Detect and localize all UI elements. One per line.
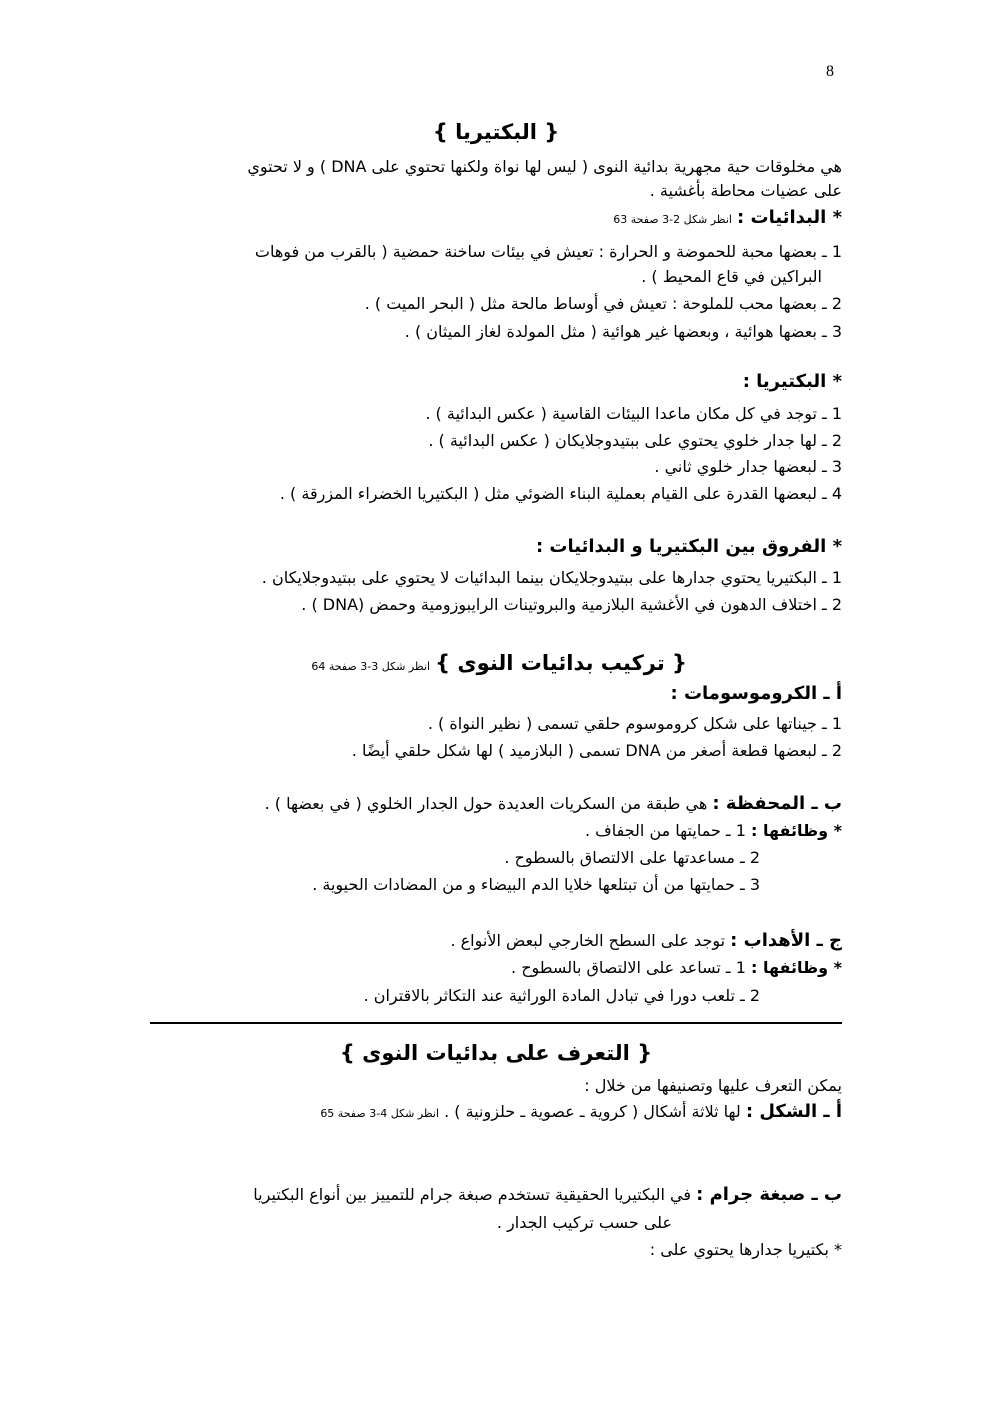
- pili-text: توجد على السطح الخارجي لبعض الأنواع .: [450, 931, 726, 950]
- bacteria-item-2: 2 ـ لها جدار خلوي يحتوي على ببتيدوجلايكان ( عكس البدائية ) .: [428, 431, 842, 450]
- capsule-functions-line: [585, 820, 842, 842]
- pili-function-2: 2 ـ تلعب دورا في تبادل المادة الوراثية عند التكاثر بالاقتران .: [363, 986, 760, 1005]
- differences-item-1: 1 ـ البكتيريا يحتوي جدارها على ببتيدوجلايكان بينما البدائيات لا يحتوي على ببتيدوجلايكان .: [261, 568, 842, 587]
- bacteria-item-1: 1 ـ توجد في كل مكان ماعدا البيئات القاسية ( عكس البدائية ) .: [425, 404, 842, 423]
- gram-label: ب ـ صبغة جرام :: [696, 1184, 842, 1205]
- shape-figure-ref: انظر شكل 4-3 صفحة 65: [320, 1107, 440, 1120]
- chromosomes-heading: أ ـ الكروموسومات :: [670, 683, 842, 704]
- capsule-label: ب ـ المحفظة :: [712, 793, 842, 814]
- differences-heading: * الفروق بين البكتيريا و البدائيات :: [535, 536, 842, 557]
- capsule-text: هي طبقة من السكريات العديدة حول الجدار الخلوي ( في بعضها ) .: [264, 794, 708, 813]
- page-number: 8: [826, 63, 834, 80]
- differences-item-2: 2 ـ اختلاف الدهون في الأغشية البلازمية والبروتينات الرايبوزومية وحمض (DNA ) .: [301, 595, 842, 614]
- identification-intro: يمكن التعرف عليها وتصنيفها من خلال :: [584, 1076, 842, 1095]
- capsule-line: [265, 793, 842, 815]
- identification-title: { التعرف على بدائيات النوى }: [339, 1041, 653, 1065]
- intro-line-2: على عضيات محاطة بأغشية .: [649, 181, 842, 200]
- intro-line-1: هي مخلوقات حية مجهرية بدائية النوى ( ليس لها نواة ولكنها تحتوي على DNA ) و لا تحتوي: [247, 157, 842, 176]
- capsule-function-2: 2 ـ مساعدتها على الالتصاق بالسطوح .: [504, 848, 760, 867]
- shape-line: [320, 1101, 842, 1125]
- structure-title: { تركيب بدائيات النوى }: [435, 651, 687, 675]
- archaea-item-1-cont: البراكين في قاع المحيط ) .: [641, 267, 822, 286]
- bacteria-item-3: 3 ـ لبعضها جدار خلوي ثاني .: [654, 457, 842, 476]
- structure-title-line: [311, 652, 687, 678]
- chromosomes-item-1: 1 ـ جيناتها على شكل كروموسوم حلقي تسمى ( نظير النواة ) .: [427, 714, 842, 733]
- gram-text-1: في البكتيريا الحقيقية تستخدم صبغة جرام للتمييز بين أنواع البكتيريا: [253, 1185, 692, 1204]
- horizontal-divider: [150, 1022, 842, 1024]
- bacteria-heading: * البكتيريا :: [742, 371, 842, 392]
- gram-line: [253, 1184, 842, 1206]
- capsule-functions-label: * وظائفها :: [750, 821, 842, 840]
- chromosomes-item-2: 2 ـ لبعضها قطعة أصغر من DNA تسمى ( البلازميد ) لها شكل حلقي أيضًا .: [351, 741, 842, 760]
- shape-text: لها ثلاثة أشكال ( كروية ـ عصوية ـ حلزونية ) .: [444, 1102, 741, 1121]
- pili-functions-label: * وظائفها :: [750, 958, 842, 977]
- capsule-function-3: 3 ـ حمايتها من أن تبتلعها خلايا الدم البيضاء و من المضادات الحيوية .: [312, 875, 760, 894]
- bacteria-item-4: 4 ـ لبعضها القدرة على القيام بعملية البناء الضوئي مثل ( البكتيريا الخضراء المزرقة ) .: [279, 484, 842, 503]
- archaea-item-1: 1 ـ بعضها محبة للحموضة و الحرارة : تعيش في بيئات ساخنة حمضية ( بالقرب من فوهات: [254, 242, 842, 261]
- archaea-item-2: 2 ـ بعضها محب للملوحة : تعيش في أوساط مالحة مثل ( البحر الميت ) .: [364, 294, 842, 313]
- pili-function-1: 1 ـ تساعد على الالتصاق بالسطوح .: [511, 958, 746, 977]
- structure-figure-ref: انظر شكل 3-3 صفحة 64: [311, 660, 431, 673]
- pili-label: ج ـ الأهداب :: [730, 930, 842, 951]
- pili-line: [450, 930, 842, 952]
- archaea-heading-line: [613, 207, 842, 231]
- shape-label: أ ـ الشكل :: [745, 1101, 842, 1122]
- archaea-figure-ref: انظر شكل 2-3 صفحة 63: [613, 213, 732, 226]
- archaea-heading: * البدائيات :: [737, 207, 842, 228]
- pili-functions-line: [511, 957, 842, 979]
- section-title-bacteria: { البكتيريا }: [432, 120, 560, 144]
- gram-text-2: على حسب تركيب الجدار .: [496, 1213, 672, 1232]
- archaea-item-3: 3 ـ بعضها هوائية ، وبعضها غير هوائية ( مثل المولدة لغاز الميثان ) .: [404, 322, 842, 341]
- capsule-function-1: 1 ـ حمايتها من الجفاف .: [584, 821, 746, 840]
- gram-wall-line: * بكتيريا جدارها يحتوي على :: [649, 1240, 842, 1259]
